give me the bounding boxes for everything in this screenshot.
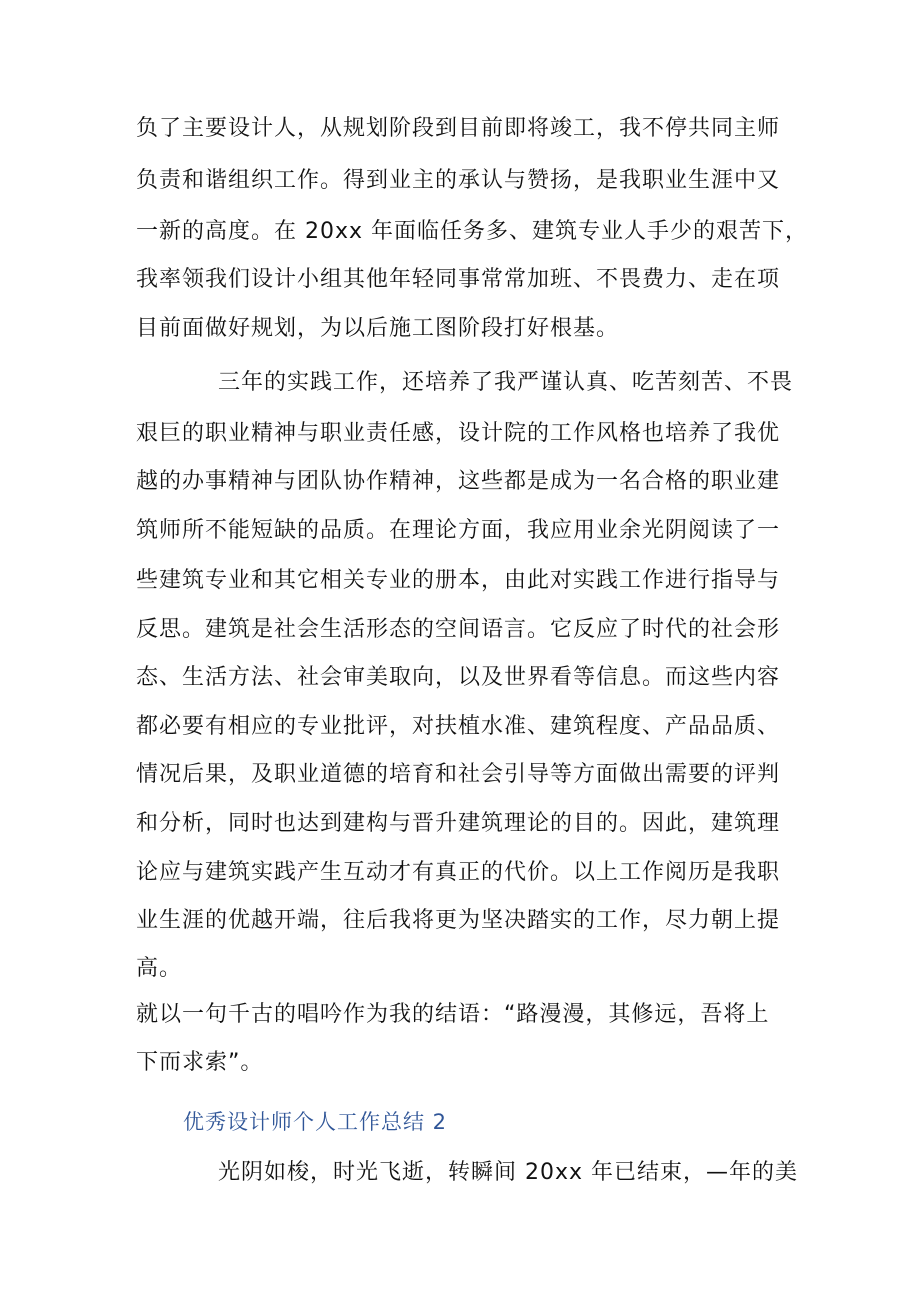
paragraph-line: 高。 — [136, 956, 183, 981]
paragraph-line: 负责和谐组织工作。得到业主的承认与赞扬，是我职业生涯中又 — [136, 168, 781, 193]
paragraph-line: 光阴如梭，时光飞逝，转瞬间 20xx 年已结束，—年的美 — [218, 1160, 799, 1185]
paragraph-line: 情况后果，及职业道德的培育和社会引导等方面做出需要的评判 — [136, 762, 781, 787]
paragraph-line: 些建筑专业和其它相关专业的册本，由此对实践工作进行指导与 — [136, 568, 781, 593]
paragraph-line: 筑师所不能短缺的品质。在理论方面，我应用业余光阴阅读了一 — [136, 518, 781, 543]
paragraph-line: 目前面做好规划，为以后施工图阶段打好根基。 — [136, 316, 620, 341]
paragraph-line: 都必要有相应的专业批评，对扶植水准、建筑程度、产品品质、 — [136, 714, 781, 739]
paragraph-line: 负了主要设计人，从规划阶段到目前即将竣工，我不停共同主师 — [136, 116, 781, 141]
paragraph-line: 我率领我们设计小组其他年轻同事常常加班、不畏费力、走在项 — [136, 267, 781, 292]
paragraph-line: 业生涯的优越开端，往后我将更为坚决踏实的工作，尽力朝上提 — [136, 908, 781, 933]
paragraph-line: 艰巨的职业精神与职业责任感，设计院的工作风格也培养了我优 — [136, 421, 781, 446]
paragraph-line: 论应与建筑实践产生互动才有真正的代价。以上工作阅历是我职 — [136, 860, 781, 885]
paragraph-line: 反思。建筑是社会生活形态的空间语言。它反应了时代的社会形 — [136, 617, 781, 642]
paragraph-line: 态、生活方法、社会审美取向，以及世界看等信息。而这些内容 — [136, 665, 781, 690]
paragraph-line: 就以一句千古的唱吟作为我的结语：“路漫漫，其修远，吾将上 — [136, 1002, 770, 1027]
paragraph-line: 和分析，同时也达到建构与晋升建筑理论的目的。因此，建筑理 — [136, 811, 781, 836]
paragraph-line: 一新的高度。在 20xx 年面临任务多、建筑专业人手少的艰苦下， — [136, 219, 809, 244]
paragraph-line: 越的办事精神与团队协作精神，这些都是成为一名合格的职业建 — [136, 469, 781, 494]
section-heading: 优秀设计师个人工作总结 2 — [183, 1110, 448, 1134]
paragraph-line: 下而求索”。 — [136, 1050, 264, 1075]
paragraph-line: 三年的实践工作，还培养了我严谨认真、吃苦刻苦、不畏 — [218, 370, 794, 395]
